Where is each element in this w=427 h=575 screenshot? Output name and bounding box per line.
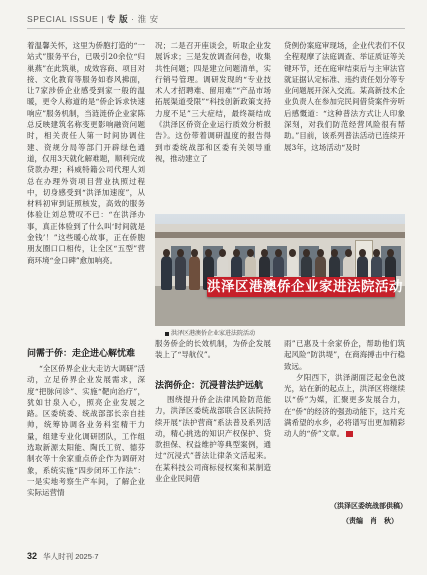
issue-label: 2025·7 bbox=[75, 552, 99, 561]
editor-credit: （责编 肖 秋） bbox=[342, 517, 398, 525]
header-rule bbox=[27, 28, 405, 29]
section-region: 淮 安 bbox=[137, 14, 159, 24]
header-dot: · bbox=[131, 14, 135, 24]
person bbox=[161, 256, 172, 290]
group-photo bbox=[155, 214, 405, 326]
closing-paragraph: 夕阳西下，洪泽湖面泛起金色波光，站在新的起点上，洪泽区将继续以“侨”为媒，汇聚更多发展合力，在“侨”的经济的强劲动能下，这片充满希望的水乡，必将谱写出更加精彩动人的“侨”文章。 bbox=[284, 372, 405, 439]
paragraph: 贷例份案庭审现场，企业代表们不仅全程观摩了法庭调查、举证质证等关键环节，还在庭审结束后与主审法官就证据认定标准、违约责任划分等专业问题展开深入交流。某高新技术企业负责人在参加完民间借贷案件旁听后感慨道：“这种普法方式让人印象深刻，对我们防范经营风险很有帮助。”目前，该系列普法活动已连续开展3年，这场活动“及时 bbox=[284, 41, 405, 152]
photo-banner: 洪泽区港澳侨企业家进法院活动 bbox=[207, 279, 403, 295]
section-label: SPECIAL ISSUE bbox=[27, 14, 99, 24]
column-2-continuation bbox=[155, 338, 271, 373]
page-number: 32 bbox=[27, 551, 38, 561]
column-3-lower-text bbox=[284, 338, 405, 496]
column-1-lower-text bbox=[27, 363, 145, 535]
person bbox=[175, 256, 186, 290]
source-credit: （洪泽区委统战部供稿） bbox=[330, 502, 407, 510]
paragraph: 雨”已惠及十余家侨企，帮助他们筑起风险“防洪堤”，在商海搏击中行稳致远。 bbox=[284, 339, 405, 371]
paragraph: 着温馨关怀，这里为侨胞打造的“一站式”服务平台，已吸引20余位“归巢燕”在此筑巢，成效容商、项目对接、文化教育等服务如春风拂面，让7家涉侨企业感受到家一般的温暖，更令人称道的是“侨企诉求快速响应”服务机制，当涟涟侨企业家陈总反映建筑名称变更影响融资问题时，相关责任人第一时间协调住建、资规分局等部门开辟绿色通道，仅用3天就化解难题，顺利完成贷款办理；科威特籍公司代理人刘总在办理外资项目营业执照过程中，切身感受到“洪泽加速度”，从材料初审到证照核发，高效的服务体验让刘总赞叹不已：“在洪泽办事，真正体验到了什么叫‘时间就是金钱’！”这些暖心故事，正在侨胞朋友圈口口相传，让全区“五型”营商环境“金口碑”愈加响亮。 bbox=[27, 41, 145, 265]
person bbox=[189, 256, 200, 290]
paragraph: “全区侨界企业大走访大调研”活动，立足侨界企业发展需求，深度“把脉问诊”、实施“靶向治疗”，犹如甘泉入心，照亮企业发展之路。区委统委、统战部部长亲自挂帅，统筹协调各业务科室精干力量，组建专业化调研团队，工作组选取新源太阳能、陶氏工贸、德芬制衣等十余家重点侨企作为调研对象，系统实施“四步闭环工作法”：一是实地考察生产车间，了解企业实际运营情 bbox=[27, 364, 145, 498]
photo-caption: 洪泽区港澳侨企业家进法院活动 bbox=[165, 328, 255, 337]
page-header bbox=[27, 13, 159, 25]
page-footer bbox=[27, 551, 99, 562]
paragraph: 围绕提升侨企法律风险防范能力，洪泽区委统战部联合区法院持续开展“法护营商”系法普及系列活动，精心挑选的知识产权保护、贷款担保、权益维护等典型案例，通过“沉浸式”普法让律条文活起来。在某科技公司商标侵权案和某制造业企业民间借 bbox=[155, 395, 271, 484]
subheading-law-enriches: 法润侨企：沉浸普法护远航 bbox=[155, 381, 264, 391]
column-1-text bbox=[27, 40, 145, 340]
subheading-ask-needs: 问需于侨：走企进心解忧难 bbox=[27, 349, 136, 359]
paragraph: 况；二是召开座谈会，听取企业发展诉求；三是发放调查问卷，收集共性问题；四是建立问题清单，实行销号管理。调研发现的“专业技术人才招聘难、留用难”“产品市场拓展渠道受限”“科技创新政策支持力度不足”三大症结，最终凝结成《洪泽区侨资企业运行质效分析报告》。这份带着调研温度的报告得到市委统战部和区委有关领导重视，推动建立了 bbox=[155, 41, 271, 163]
column-2-lower-text bbox=[155, 394, 271, 535]
header-divider: | bbox=[101, 14, 105, 24]
magazine-name: 华人时刊 bbox=[43, 552, 74, 561]
end-mark-icon bbox=[346, 431, 353, 437]
section-title: 专 版 bbox=[107, 14, 129, 24]
paragraph: 服务侨企的长效机制，为侨企发展装上了“导航仪”。 bbox=[155, 339, 271, 360]
